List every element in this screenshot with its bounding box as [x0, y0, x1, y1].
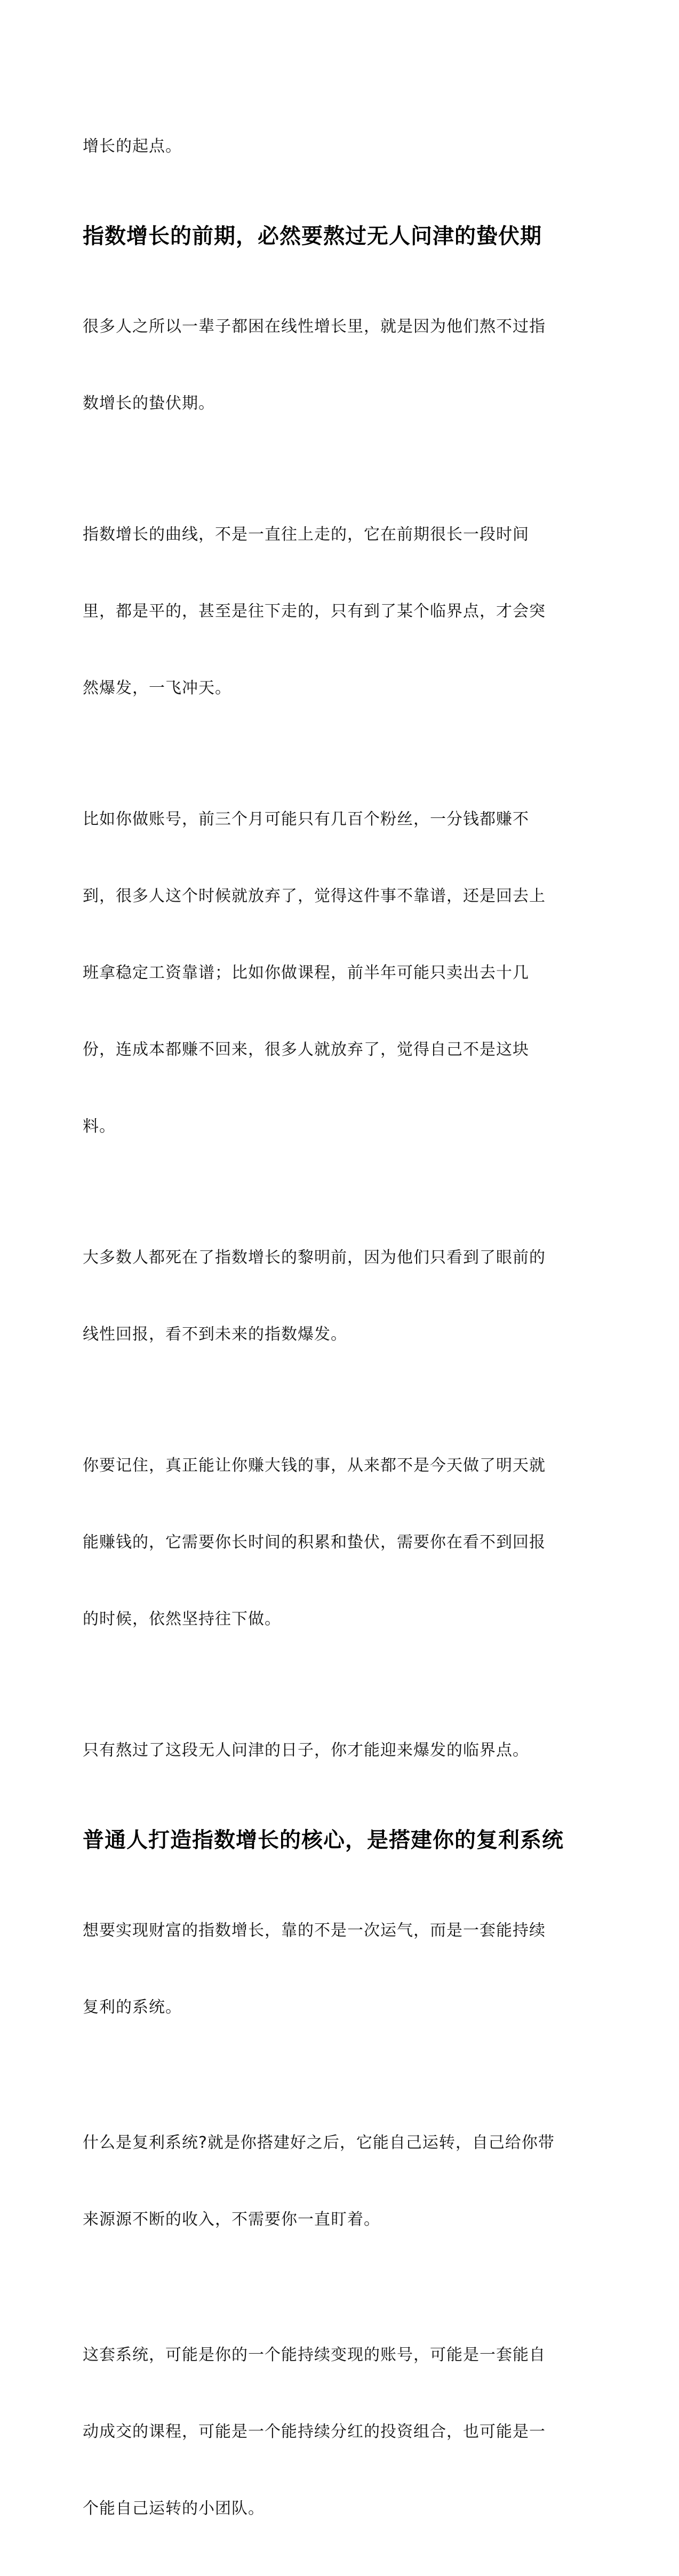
- section1-paragraph-6: [83, 1687, 595, 1815]
- section1-paragraph-2: [83, 471, 595, 752]
- text-line: 班拿稳定工资靠谱；比如你做课程，前半年可能只卖出去十几: [83, 964, 529, 982]
- text-line: 只有熬过了这段无人问津的日子，你才能迎来爆发的临界点。: [83, 1741, 529, 1760]
- text-line: 的时候，依然坚持往下做。: [83, 1610, 281, 1628]
- section2-paragraph-1: [83, 1867, 595, 2072]
- section2-paragraph-3: [83, 2291, 595, 2573]
- section1-paragraph-1: [83, 263, 595, 468]
- text-line: 复利的系统。: [83, 1998, 182, 2017]
- text-line: 份，连成本都赚不回来，很多人就放弃了，觉得自己不是这块: [83, 1040, 529, 1059]
- text-line: 动成交的课程，可能是一个能持续分红的投资组合，也可能是一: [83, 2422, 546, 2441]
- section2-paragraph-2: [83, 2079, 595, 2284]
- text-line: 想要实现财富的指数增长，靠的不是一次运气，而是一套能持续: [83, 1921, 546, 1940]
- section2-heading: 普通人打造指数增长的核心，是搭建你的复利系统: [83, 1828, 564, 1852]
- text-line: 然爆发，一飞冲天。: [83, 679, 231, 697]
- text-line: 指数增长的曲线，不是一直往上走的，它在前期很长一段时间: [83, 525, 529, 544]
- text-line: 大多数人都死在了指数增长的黎明前，因为他们只看到了眼前的: [83, 1248, 546, 1267]
- intro-paragraph: [83, 83, 595, 211]
- text-line: 能赚钱的，它需要你长时间的积累和蛰伏，需要你在看不到回报: [83, 1533, 546, 1552]
- text-line: 增长的起点。: [83, 137, 182, 156]
- section1-paragraph-3: [83, 756, 595, 1191]
- section1-paragraph-4: [83, 1194, 595, 1399]
- text-line: 料。: [83, 1117, 116, 1136]
- text-line: 到，很多人这个时候就放弃了，觉得这件事不靠谱，还是回去上: [83, 887, 546, 905]
- text-line: 比如你做账号，前三个月可能只有几百个粉丝，一分钱都赚不: [83, 810, 529, 829]
- text-line: 来源源不断的收入，不需要你一直盯着。: [83, 2210, 380, 2229]
- text-line: 什么是复利系统?就是你搭建好之后，它能自己运转，自己给你带: [83, 2133, 555, 2152]
- text-line: 里，都是平的，甚至是往下走的，只有到了某个临界点，才会突: [83, 602, 546, 621]
- text-line: 你要记住，真正能让你赚大钱的事，从来都不是今天做了明天就: [83, 1456, 546, 1475]
- text-line: 线性回报，看不到未来的指数爆发。: [83, 1325, 347, 1344]
- section1-paragraph-5: [83, 1402, 595, 1683]
- text-line: 这套系统，可能是你的一个能持续变现的账号，可能是一套能自: [83, 2346, 546, 2364]
- section1-heading: 指数增长的前期，必然要熬过无人问津的蛰伏期: [83, 224, 542, 248]
- text-line: 数增长的蛰伏期。: [83, 394, 215, 413]
- text-line: 很多人之所以一辈子都困在线性增长里，就是因为他们熬不过指: [83, 317, 546, 336]
- text-line: 个能自己运转的小团队。: [83, 2499, 265, 2518]
- document-page: [83, 83, 595, 2576]
